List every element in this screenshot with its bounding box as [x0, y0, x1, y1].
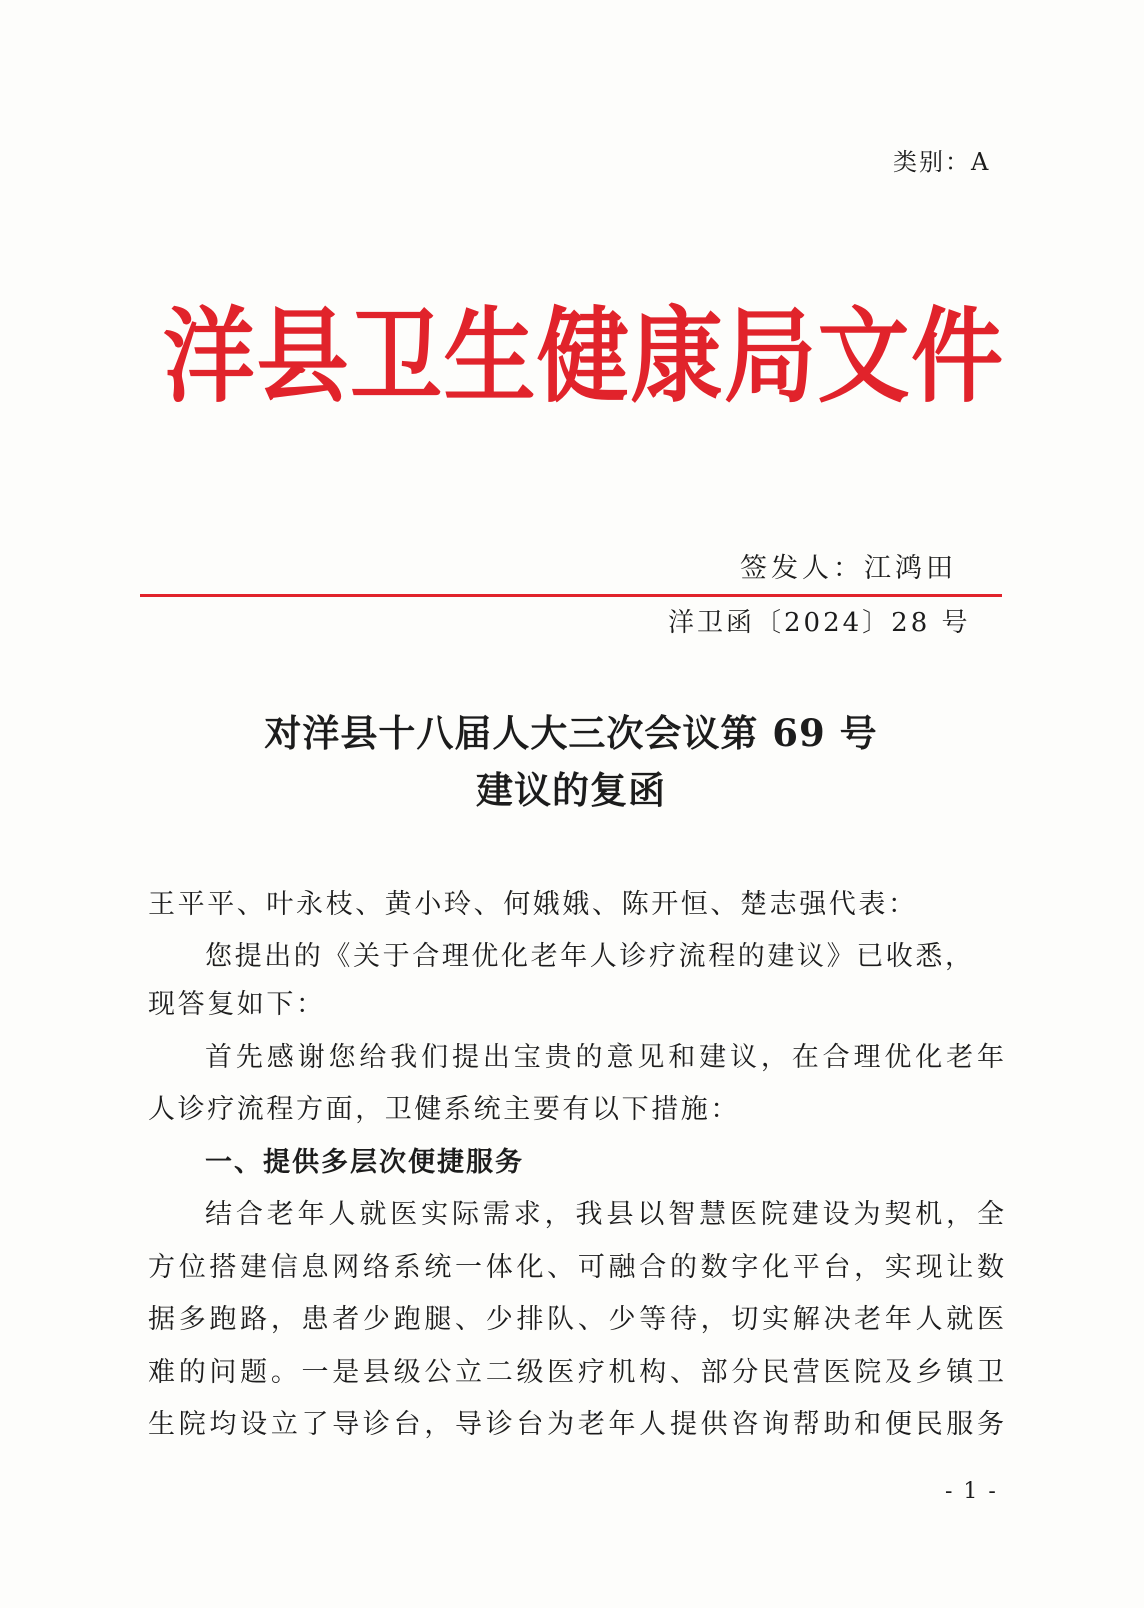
red-divider-line: [140, 594, 1002, 597]
document-title-line-2: 建议的复函: [476, 768, 666, 812]
page-number: - 1 -: [945, 1479, 998, 1504]
body-line: 结合老年人就医实际需求，我县以智慧医院建设为契机，全: [205, 1199, 1005, 1230]
body-line: 现答复如下：: [148, 989, 326, 1020]
salutation: 王平平、叶永枝、黄小玲、何娥娥、陈开恒、楚志强代表：: [148, 889, 918, 920]
body-line: 人诊疗流程方面，卫健系统主要有以下措施：: [148, 1094, 740, 1125]
document-title-line-1: 对洋县十八届人大三次会议第 69 号: [264, 711, 878, 755]
document-number: 洋卫函〔2024〕28 号: [668, 608, 971, 638]
body-line: 生院均设立了导诊台，导诊台为老年人提供咨询帮助和便民服务: [148, 1409, 1005, 1440]
body-line: 首先感谢您给我们提出宝贵的意见和建议，在合理优化老年: [205, 1042, 1005, 1073]
body-line: 方位搭建信息网络系统一体化、可融合的数字化平台，实现让数: [148, 1252, 1005, 1283]
body-line: 您提出的《关于合理优化老年人诊疗流程的建议》已收悉，: [205, 941, 975, 972]
body-line: 据多跑路，患者少跑腿、少排队、少等待，切实解决老年人就医: [148, 1304, 1005, 1335]
issuing-authority-title: 洋县卫生健康局文件: [163, 295, 1003, 417]
body-line: 难的问题。一是县级公立二级医疗机构、部分民营医院及乡镇卫: [148, 1357, 1005, 1388]
document-category: 类别：A: [893, 148, 991, 176]
signer: 签发人：江鸿田: [740, 553, 957, 584]
section-heading: 一、提供多层次便捷服务: [205, 1147, 524, 1178]
